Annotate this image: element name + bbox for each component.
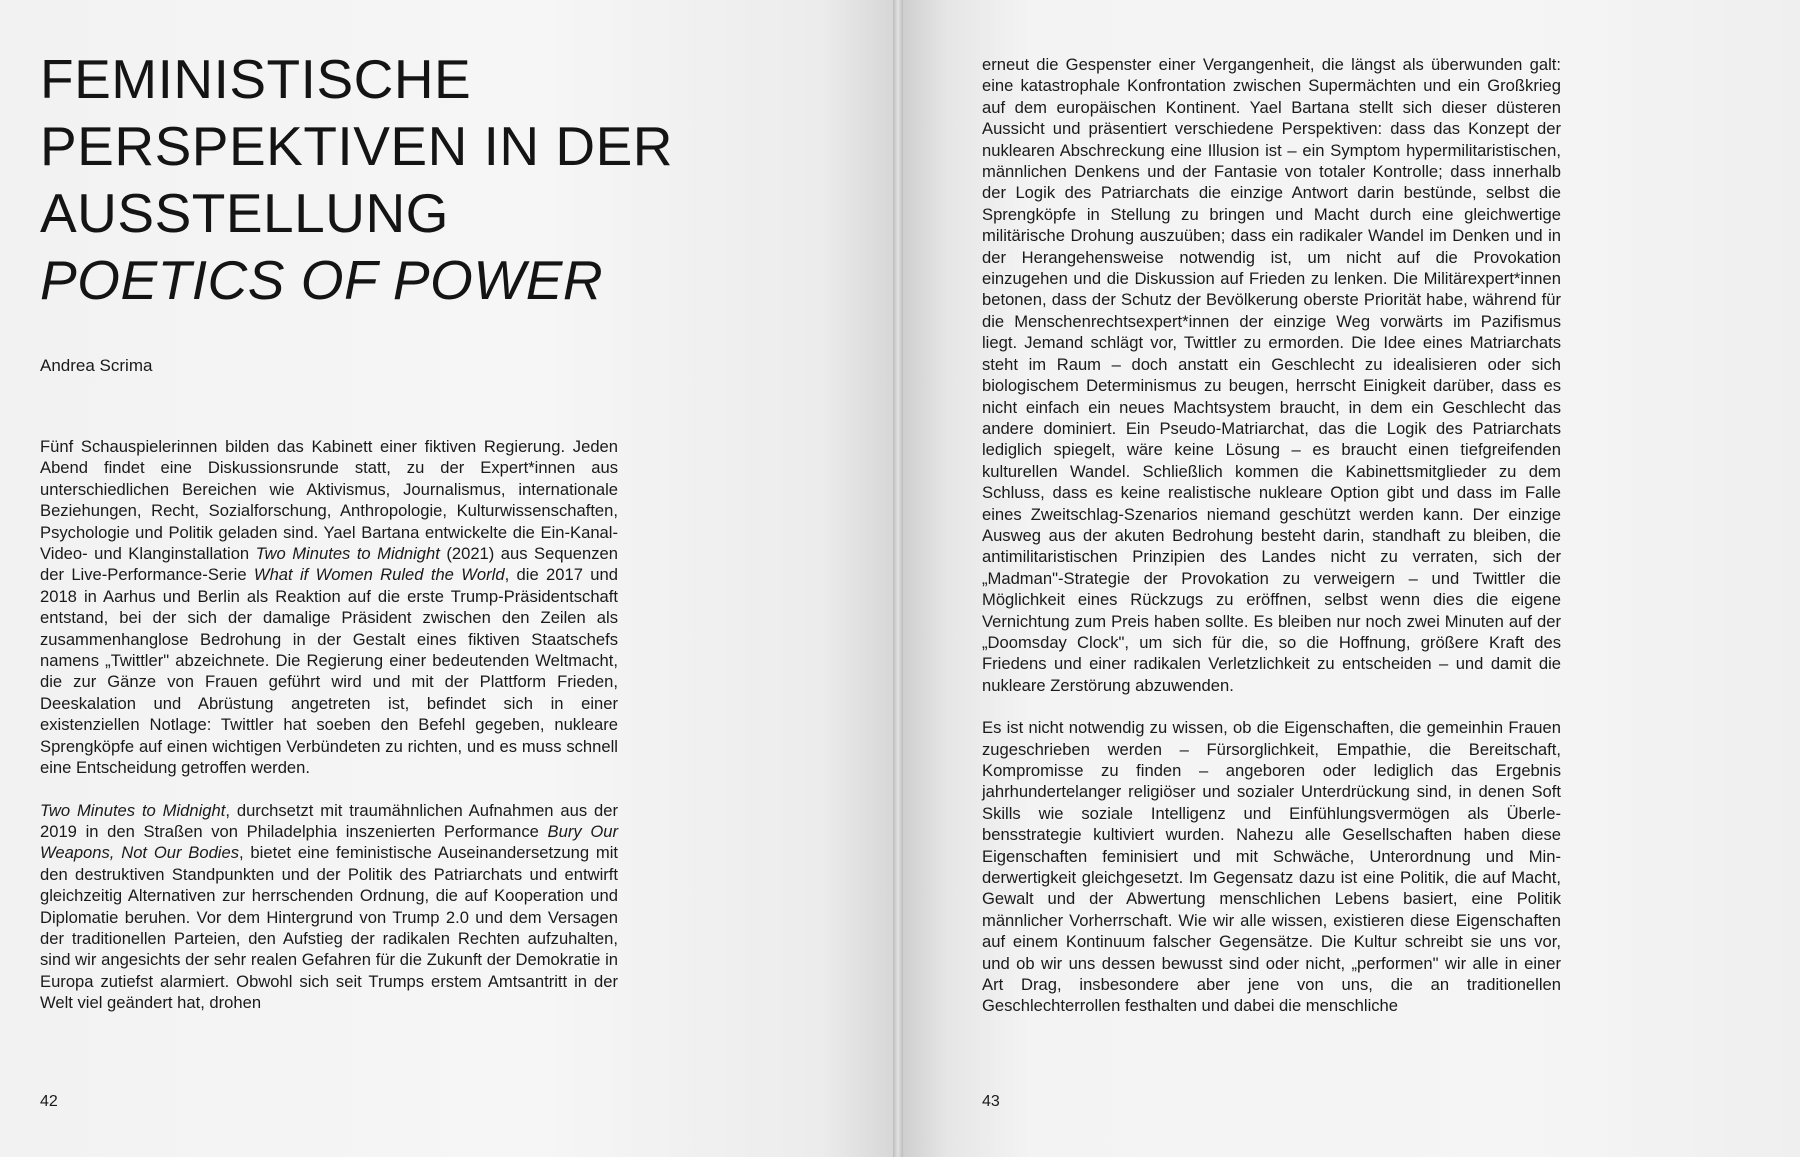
left-page bbox=[0, 0, 893, 1157]
paragraph bbox=[40, 800, 618, 1014]
page-number: 42 bbox=[40, 1093, 58, 1110]
left-body-text bbox=[40, 436, 618, 1035]
book-gutter bbox=[893, 0, 903, 1157]
right-body-text bbox=[982, 54, 1561, 1038]
paragraph: erneut die Gespenster einer Vergangenheit, die längst als überwunden galt: eine katastrophale Konfrontation zwischen Supermächten und ein Großkrieg auf dem europäischen Kontinent. Yael Bartana stellt sich dieser düsteren Aussicht und präsentiert verschiedene Perspektiven: dass das Konzept der nuklearen Abschreckung eine Illusion ist – ein Symptom hypermilitaristischen, männlichen Denkens und der Fantasie von totaler Kontrolle; dass innerhalb der Logik des Patriarchats die einzige Antwort darin bestünde, selbst die Sprengköpfe in Stellung zu bringen und Macht durch eine gleichwertige militärische Drohung auszuüben; dass ein radikaler Wandel im Denken und in der Herangehensweise notwendig ist, um nicht auf die Provokation einzugehen und die Diskussion auf Frieden zu lenken. Die Militärexpert*innen betonen, dass der Schutz der Bevölkerung oberste Priorität habe, während für die Menschenrechtsexpert*innen der einzige Weg vorwärts im Pazifismus liegt. Jemand schlägt vor, Twittler zu ermorden. Die Idee eines Matriarchats steht im Raum – doch anstatt ein Geschlecht zu idealisieren oder sich biologischem Determinismus zu beugen, herrscht Einigkeit darüber, dass es nicht einfach ein neues Machtsystem braucht, in dem ein Geschlecht das andere dominiert. Ein Pseudo-Matriarchat, das die Logik des Patriarchats lediglich spiegelt, wäre keine Lösung – es braucht einen tiefgreifenden kulturellen Wandel. Schließlich kommen die Kabinettsmitglieder zu dem Schluss, dass es keine realistische nukleare Option gibt und dass im Falle eines Zweitschlag-Szenarios niemand geschützt werden kann. Der einzige Ausweg aus der akuten Bedrohung besteht darin, standhaft zu bleiben, die antimilitaristischen Prinzipien des Landes nicht zu verraten, sich der „Madman"-Strategie der Provokation zu verweigern – und Twittler die Möglichkeit eines Rückzugs zu eröffnen, selbst wenn dies die eigene Vernichtung zum Preis haben sollte. Es bleiben nur noch zwei Minuten auf der „Doomsday Clock", um sich für die, so die Hoffnung, größere Kraft des Friedens und einer radikalen Verletzlichkeit zu entscheiden – und damit die nukleare Zerstörung abzuwenden. bbox=[982, 55, 1561, 695]
title-line-1: FEMINISTISCHE bbox=[40, 48, 472, 110]
italic-title: Two Minutes to Midnight bbox=[255, 544, 440, 564]
title-line-2: PERSPEKTIVEN IN DER bbox=[40, 115, 673, 177]
article-title bbox=[40, 46, 800, 314]
italic-title: Bury Our Weapons, Not Our Bodies bbox=[40, 821, 618, 863]
text-run: Fünf Schauspielerinnen bilden das Kabinett einer fiktiven Regierung. Jeden Abend findet eine Diskussionsrunde statt, zu der Expert*innen aus unterschiedlichen Bereichen wie Aktivismus, Journalismus, internationale Beziehungen, Recht, Sozialforschung, Anthropologie, Kulturwissenschaften, Psychologie und Politik geladen sind. Yael Bartana entwickelte die Ein-Kanal-Video- und Klanginstallation bbox=[40, 437, 618, 564]
italic-title: Two Minutes to Midnight bbox=[40, 800, 226, 820]
author-name: Andrea Scrima bbox=[40, 356, 153, 375]
title-line-3: AUSSTELLUNG bbox=[40, 182, 449, 244]
title-line-4: POETICS OF POWER bbox=[40, 249, 604, 311]
paragraph bbox=[40, 436, 618, 779]
text-run: (2021) aus Sequenzen der Live-Performance-Serie bbox=[40, 544, 618, 585]
text-run: , die 2017 und 2018 in Aarhus und Berlin als Reaktion auf die erste Trump-Präsidentschaft entstand, bei der sich der damalige Präsident zwischen den Zeilen als zusammenhanglose Bedrohung in der Gestalt eines fiktiven Staatschefs namens „Twittler" abzeichnete. Die Regierung einer bedeutenden Weltmacht, die zur Gänze von Frauen geführt wird und mit der Plattform Frieden, Deeskalation und Abrüstung angetreten ist, befindet sich in einer existenziellen Notlage: Twittler hat soeben den Befehl gegeben, nukleare Sprengköpfe auf einen wichtigen Verbündeten zu richten, und es muss schnell eine Entscheidung getroffen werden. bbox=[40, 565, 618, 778]
text-run: , bietet eine feministische Auseinandersetzung mit den destruktiven Standpunkten und der Politik des Patriarchats und entwirft gleichzeitig Alternativen zur herrschenden Ordnung, die auf Kooperation und Diplomatie beruhen. Vor dem Hintergrund von Trump 2.0 und dem Versagen der traditionellen Parteien, den Aufstieg der radikalen Rechten aufzuhalten, sind wir angesichts der sehr realen Gefahren für die Zukunft der Demokratie in Europa zutiefst alarmiert. Obwohl sich seit Trumps erstem Amtsantritt in der Welt viel geändert hat, drohen bbox=[40, 843, 618, 1013]
text-run: , durchsetzt mit traumähnlichen Aufnahmen aus der 2019 in den Straßen von Philadelphia inszenierten Performance bbox=[40, 800, 618, 841]
right-page bbox=[903, 0, 1800, 1157]
italic-title: What if Women Ruled the World bbox=[253, 565, 505, 585]
paragraph: Es ist nicht notwendig zu wissen, ob die Eigenschaften, die gemeinhin Frauen zugeschrieben werden – Fürsorglichkeit, Empathie, die Bereitschaft, Kompromisse zu finden – angeboren oder lediglich das Ergebnis jahrhundertelanger religiöser und sozialer Unterdrückung sind, in denen Soft Skills wie soziale Intelligenz und Einfühlungsvermögen als Überlebensstrategie kultiviert wurden. Nahezu alle Gesellschaften haben diese Eigenschaften feminisiert und mit Schwäche, Unterordnung und Minderwertigkeit gleichgesetzt. Im Gegensatz dazu ist eine Politik, die auf Macht, Gewalt und der Abwertung menschlichen Lebens basiert, eine Politik männlicher Vorherrschaft. Wie wir alle wissen, existieren diese Eigenschaften auf einem Kontinuum falscher Gegensätze. Die Kultur schreibt sie uns vor, und ob wir uns dessen bewusst sind oder nicht, „performen" wir alle in einer Art Drag, insbesondere aber jene von uns, die an traditionellen Geschlechterrollen festhalten und dabei die menschliche bbox=[982, 718, 1561, 1016]
page-number: 43 bbox=[982, 1093, 1000, 1110]
